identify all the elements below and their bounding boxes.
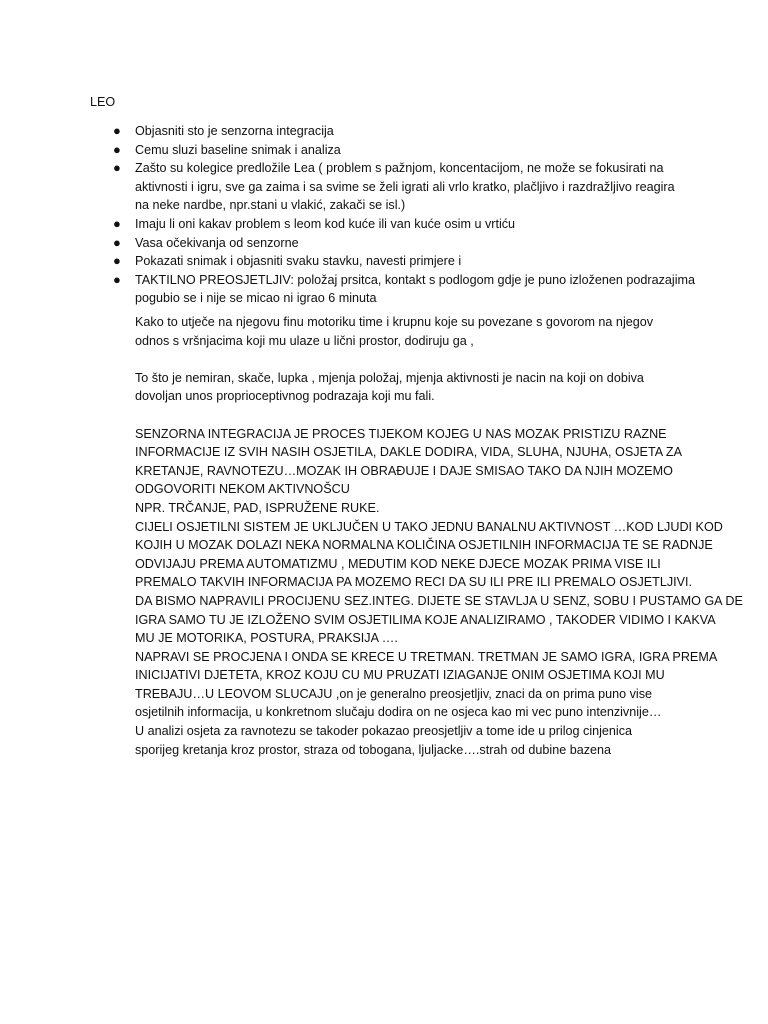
- item-text: Pokazati snimak i objasniti svaku stavku, navesti primjere i: [135, 254, 462, 269]
- blank-line: [0, 350, 768, 369]
- list-item: [0, 141, 768, 160]
- list-item: [0, 215, 768, 234]
- paragraph-line: sporijeg kretanja kroz prostor, straza od tobogana, ljuljacke….strah od dubine bazena: [135, 742, 612, 757]
- item-text: TAKTILNO PREOSJETLJIV: položaj prsitca, kontakt s podlogom gdje je puno izloženen podrazajima: [135, 272, 695, 287]
- paragraph-line: NPR. TRČANJE, PAD, ISPRUŽENE RUKE.: [135, 500, 380, 515]
- bullet-icon: ●: [113, 234, 121, 250]
- paragraph-line: IGRA SAMO TU JE IZLOŽENO SVIM OSJETILIMA KOJE ANALIZIRAMO , TAKODER VIDIMO I KAKVA: [135, 612, 716, 627]
- item-text: Imaju li oni kakav problem s leom kod kuće ili van kuće osim u vrtiću: [135, 216, 516, 231]
- item-text: aktivnosti i igru, sve ga zaima i sa svime se želi igrati ali vrlo kratko, plačljivo i razdražljivo reagira: [135, 179, 675, 194]
- bullet-icon: ●: [113, 141, 121, 157]
- paragraph-line: MU JE MOTORIKA, POSTURA, PRAKSIJA ….: [135, 631, 398, 646]
- bullet-icon: ●: [113, 215, 121, 231]
- paragraph-line: osjetilnih informacija, u konkretnom slučaju dodira on ne osjeca kao mi vec puno intenzivnije…: [135, 705, 662, 720]
- paragraph-line: U analizi osjeta za ravnotezu se takoder pokazao preosjetljiv a tome ide u prilog cinjenica: [135, 724, 633, 739]
- paragraph-line: dovoljan unos proprioceptivnog podrazaja koji mu fali.: [135, 389, 435, 404]
- bullet-icon: ●: [113, 271, 121, 287]
- paragraph-line: NAPRAVI SE PROCJENA I ONDA SE KRECE U TRETMAN. TRETMAN JE SAMO IGRA, IGRA PREMA: [135, 649, 718, 664]
- paragraph-line: odnos s vršnjacima koji mu ulaze u lični prostor, dodiruju ga ,: [135, 333, 474, 348]
- item-text: Cemu sluzi baseline snimak i analiza: [135, 142, 341, 157]
- item-text: Zašto su kolegice predložile Lea ( problem s pažnjom, koncentacijom, ne može se fokusirati na: [135, 161, 664, 176]
- paragraph-line: PREMALO TAKVIH INFORMACIJA PA MOZEMO RECI DA SU ILI PRE ILI PREMALO OSJETLJIVI.: [135, 575, 693, 590]
- item-text: pogubio se i nije se micao ni igrao 6 minuta: [135, 291, 377, 306]
- paragraph-line: INFORMACIJE IZ SVIH NASIH OSJETILA, DAKLE DODIRA, VIDA, SLUHA, NJUHA, OSJETA ZA: [135, 445, 682, 460]
- paragraph-line: Kako to utječe na njegovu finu motoriku time i krupnu koje su povezane s govorom na njegov: [135, 315, 654, 329]
- item-text: Vasa očekivanja od senzorne: [135, 235, 299, 250]
- list-item: [0, 122, 768, 141]
- paragraph-line: ODGOVORITI NEKOM AKTIVNOŠCU: [135, 482, 350, 497]
- blank-line: [0, 406, 768, 425]
- paragraph-line: TREBAJU…U LEOVOM SLUCAJU ,on je generalno preosjetljiv, znaci da on prima puno vise: [135, 686, 653, 701]
- paragraph-line: To što je nemiran, skače, lupka , mjenja položaj, mjenja aktivnosti je nacin na koji on dobiva: [135, 370, 644, 385]
- paragraph-line: INICIJATIVI DJETETA, KROZ KOJU CU MU PRUZATI IZIAGANJE ONIM OSJETIMA KOJI MU: [135, 668, 665, 683]
- list-item: [0, 234, 768, 253]
- document-title: LEO: [90, 95, 116, 109]
- paragraph-line: DA BISMO NAPRAVILI PROCIJENU SEZ.INTEG. DIJETE SE STAVLJA U SENZ, SOBU I PUSTAMO GA DE: [135, 593, 743, 608]
- paragraph-line: KOJIH U MOZAK DOLAZI NEKA NORMALNA KOLIČINA OSJETILNIH INFORMACIJA TE SE RADNJE: [135, 538, 713, 553]
- bullet-list: [0, 122, 768, 308]
- paragraph-line: KRETANJE, RAVNOTEZU…MOZAK IH OBRAĐUJE I DAJE SMISAO TAKO DA NJIH MOZEMO: [135, 463, 673, 478]
- list-item: [0, 159, 768, 215]
- continuation-text: [0, 313, 768, 759]
- paragraph-line: ODVIJAJU PREMA AUTOMATIZMU , MEDUTIM KOD NEKE DJECE MOZAK PRIMA VISE ILI: [135, 556, 661, 571]
- bullet-icon: ●: [113, 253, 121, 269]
- list-item: [0, 252, 768, 271]
- item-text: na neke nardbe, npr.stani u vlakić, zakači se isl.): [135, 198, 406, 213]
- list-item: [0, 271, 768, 308]
- bullet-icon: ●: [113, 123, 121, 138]
- item-text: Objasniti sto je senzorna integracija: [135, 124, 334, 138]
- paragraph-line: CIJELI OSJETILNI SISTEM JE UKLJUČEN U TAKO JEDNU BANALNU AKTIVNOST …KOD LJUDI KOD: [135, 519, 723, 534]
- paragraph-line: SENZORNA INTEGRACIJA JE PROCES TIJEKOM KOJEG U NAS MOZAK PRISTIZU RAZNE: [135, 426, 667, 441]
- bullet-icon: ●: [113, 160, 121, 176]
